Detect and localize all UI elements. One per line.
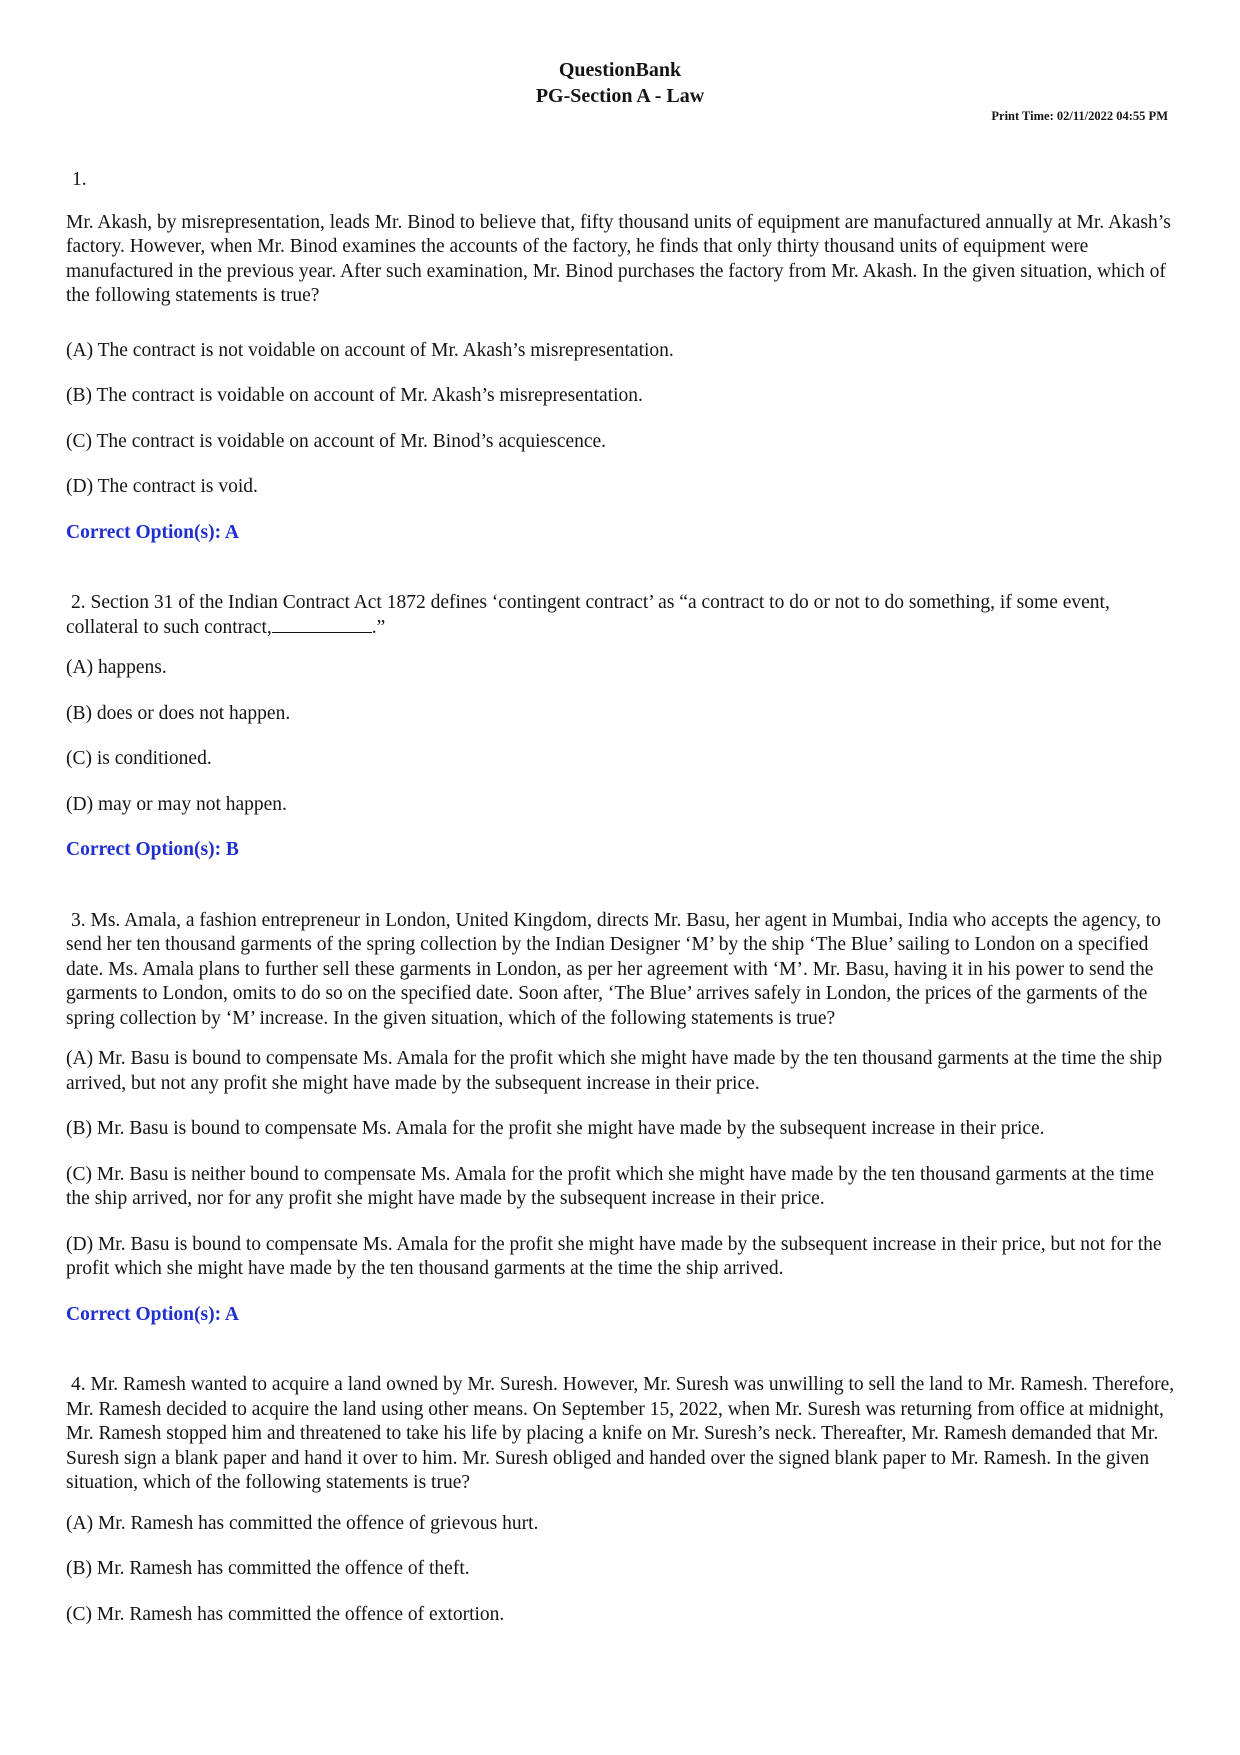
option-a: (A) Mr. Basu is bound to compensate Ms. Amala for the profit which she might have made by the ten thousand garments at the time the ship arrived, but not any profit she might have made by the subsequent increase in their price. [66, 1048, 1163, 1094]
question-4 [66, 1373, 1180, 1627]
option-b: (B) Mr. Ramesh has committed the offence of theft. [66, 1558, 470, 1579]
correct-option: Correct Option(s): A [66, 1303, 239, 1325]
question-text [66, 591, 1180, 640]
question-list [66, 168, 1180, 1648]
question-number: 2. [71, 592, 86, 613]
option-c: (C) Mr. Ramesh has committed the offence of extortion. [66, 1603, 505, 1625]
question-text [66, 1373, 1180, 1496]
question-1 [66, 168, 1180, 545]
question-number: 4. [71, 1374, 86, 1395]
option-b: (B) does or does not happen. [66, 702, 291, 724]
option-d: (D) may or may not happen. [66, 793, 287, 815]
question-text [66, 909, 1180, 1032]
correct-option: Correct Option(s): A [66, 521, 239, 543]
option-a: (A) happens. [66, 657, 167, 678]
correct-option: Correct Option(s): B [66, 839, 239, 860]
question-text-before: Section 31 of the Indian Contract Act 1872 defines ‘contingent contract’ as “a contract to do or not to do something, if some event, collateral to such contract, [66, 592, 1110, 638]
question-2 [66, 591, 1180, 863]
question-3 [66, 909, 1180, 1328]
option-a: (A) Mr. Ramesh has committed the offence of grievous hurt. [66, 1512, 539, 1534]
print-time: Print Time: 02/11/2022 04:55 PM [991, 109, 1168, 123]
option-d: (D) Mr. Basu is bound to compensate Ms. Amala for the profit she might have made by the subsequent increase in their price, but not for the profit which she might have made by the ten thousand garments at the time the ship arrived. [66, 1233, 1162, 1279]
question-body: Mr. Ramesh wanted to acquire a land owned by Mr. Suresh. However, Mr. Suresh was unwilling to sell the land to Mr. Ramesh. Therefore, Mr. Ramesh decided to acquire the land using other means. On September 15, 2022, when Mr. Suresh was returning from office at midnight, Mr. Ramesh stopped him and threatened to take his life by placing a knife on Mr. Suresh’s neck. Thereafter, Mr. Ramesh demanded that Mr. Suresh sign a blank paper and hand it over to him. Mr. Suresh obliged and handed over the signed blank paper to Mr. Ramesh. In the given situation, which of the following statements is true? [66, 1374, 1175, 1493]
question-body: Ms. Amala, a fashion entrepreneur in London, United Kingdom, directs Mr. Basu, her agent in Mumbai, India who accepts the agency, to send her ten thousand garments of the spring collection by the Indian Designer ‘M’ by the ship ‘The Blue’ sailing to London on a specified date. Ms. Amala plans to further sell these garments in London, as per her agreement with ‘M’. Mr. Basu, having it in his power to send the garments to London, omits to do so on the specified date. Soon after, ‘The Blue’ arrives safely in London, the prices of the garments of the spring collection by ‘M’ increase. In the given situation, which of the following statements is true? [66, 909, 1161, 1029]
option-a: (A) The contract is not voidable on account of Mr. Akash’s misrepresentation. [66, 339, 674, 361]
question-number: 3. [71, 909, 86, 931]
option-b: (B) The contract is voidable on account of Mr. Akash’s misrepresentation. [66, 385, 643, 406]
option-c: (C) Mr. Basu is neither bound to compensate Ms. Amala for the profit which she might have made by the ten thousand garments at the time the ship arrived, nor for any profit she might have made by the subsequent increase in their price. [66, 1163, 1154, 1209]
question-text-after: .” [371, 616, 386, 638]
question-text: Mr. Akash, by misrepresentation, leads Mr. Binod to believe that, fifty thousand units of equipment are manufactured annually at Mr. Akash’s factory. However, when Mr. Binod examines the accounts of the factory, he finds that only thirty thousand units of equipment were manufactured in the previous year. After such examination, Mr. Binod purchases the factory from Mr. Akash. In the given situation, which of the following statements is true? [66, 211, 1171, 306]
document-title: QuestionBank [558, 59, 682, 81]
fill-blank [272, 616, 372, 633]
option-c: (C) The contract is voidable on account of Mr. Binod’s acquiescence. [66, 430, 607, 452]
option-c: (C) is conditioned. [66, 748, 212, 769]
option-b: (B) Mr. Basu is bound to compensate Ms. Amala for the profit she might have made by the subsequent increase in their price. [66, 1118, 1045, 1139]
option-d: (D) The contract is void. [66, 476, 258, 497]
document-subtitle: PG-Section A - Law [535, 85, 705, 107]
question-number: 1. [72, 169, 87, 190]
